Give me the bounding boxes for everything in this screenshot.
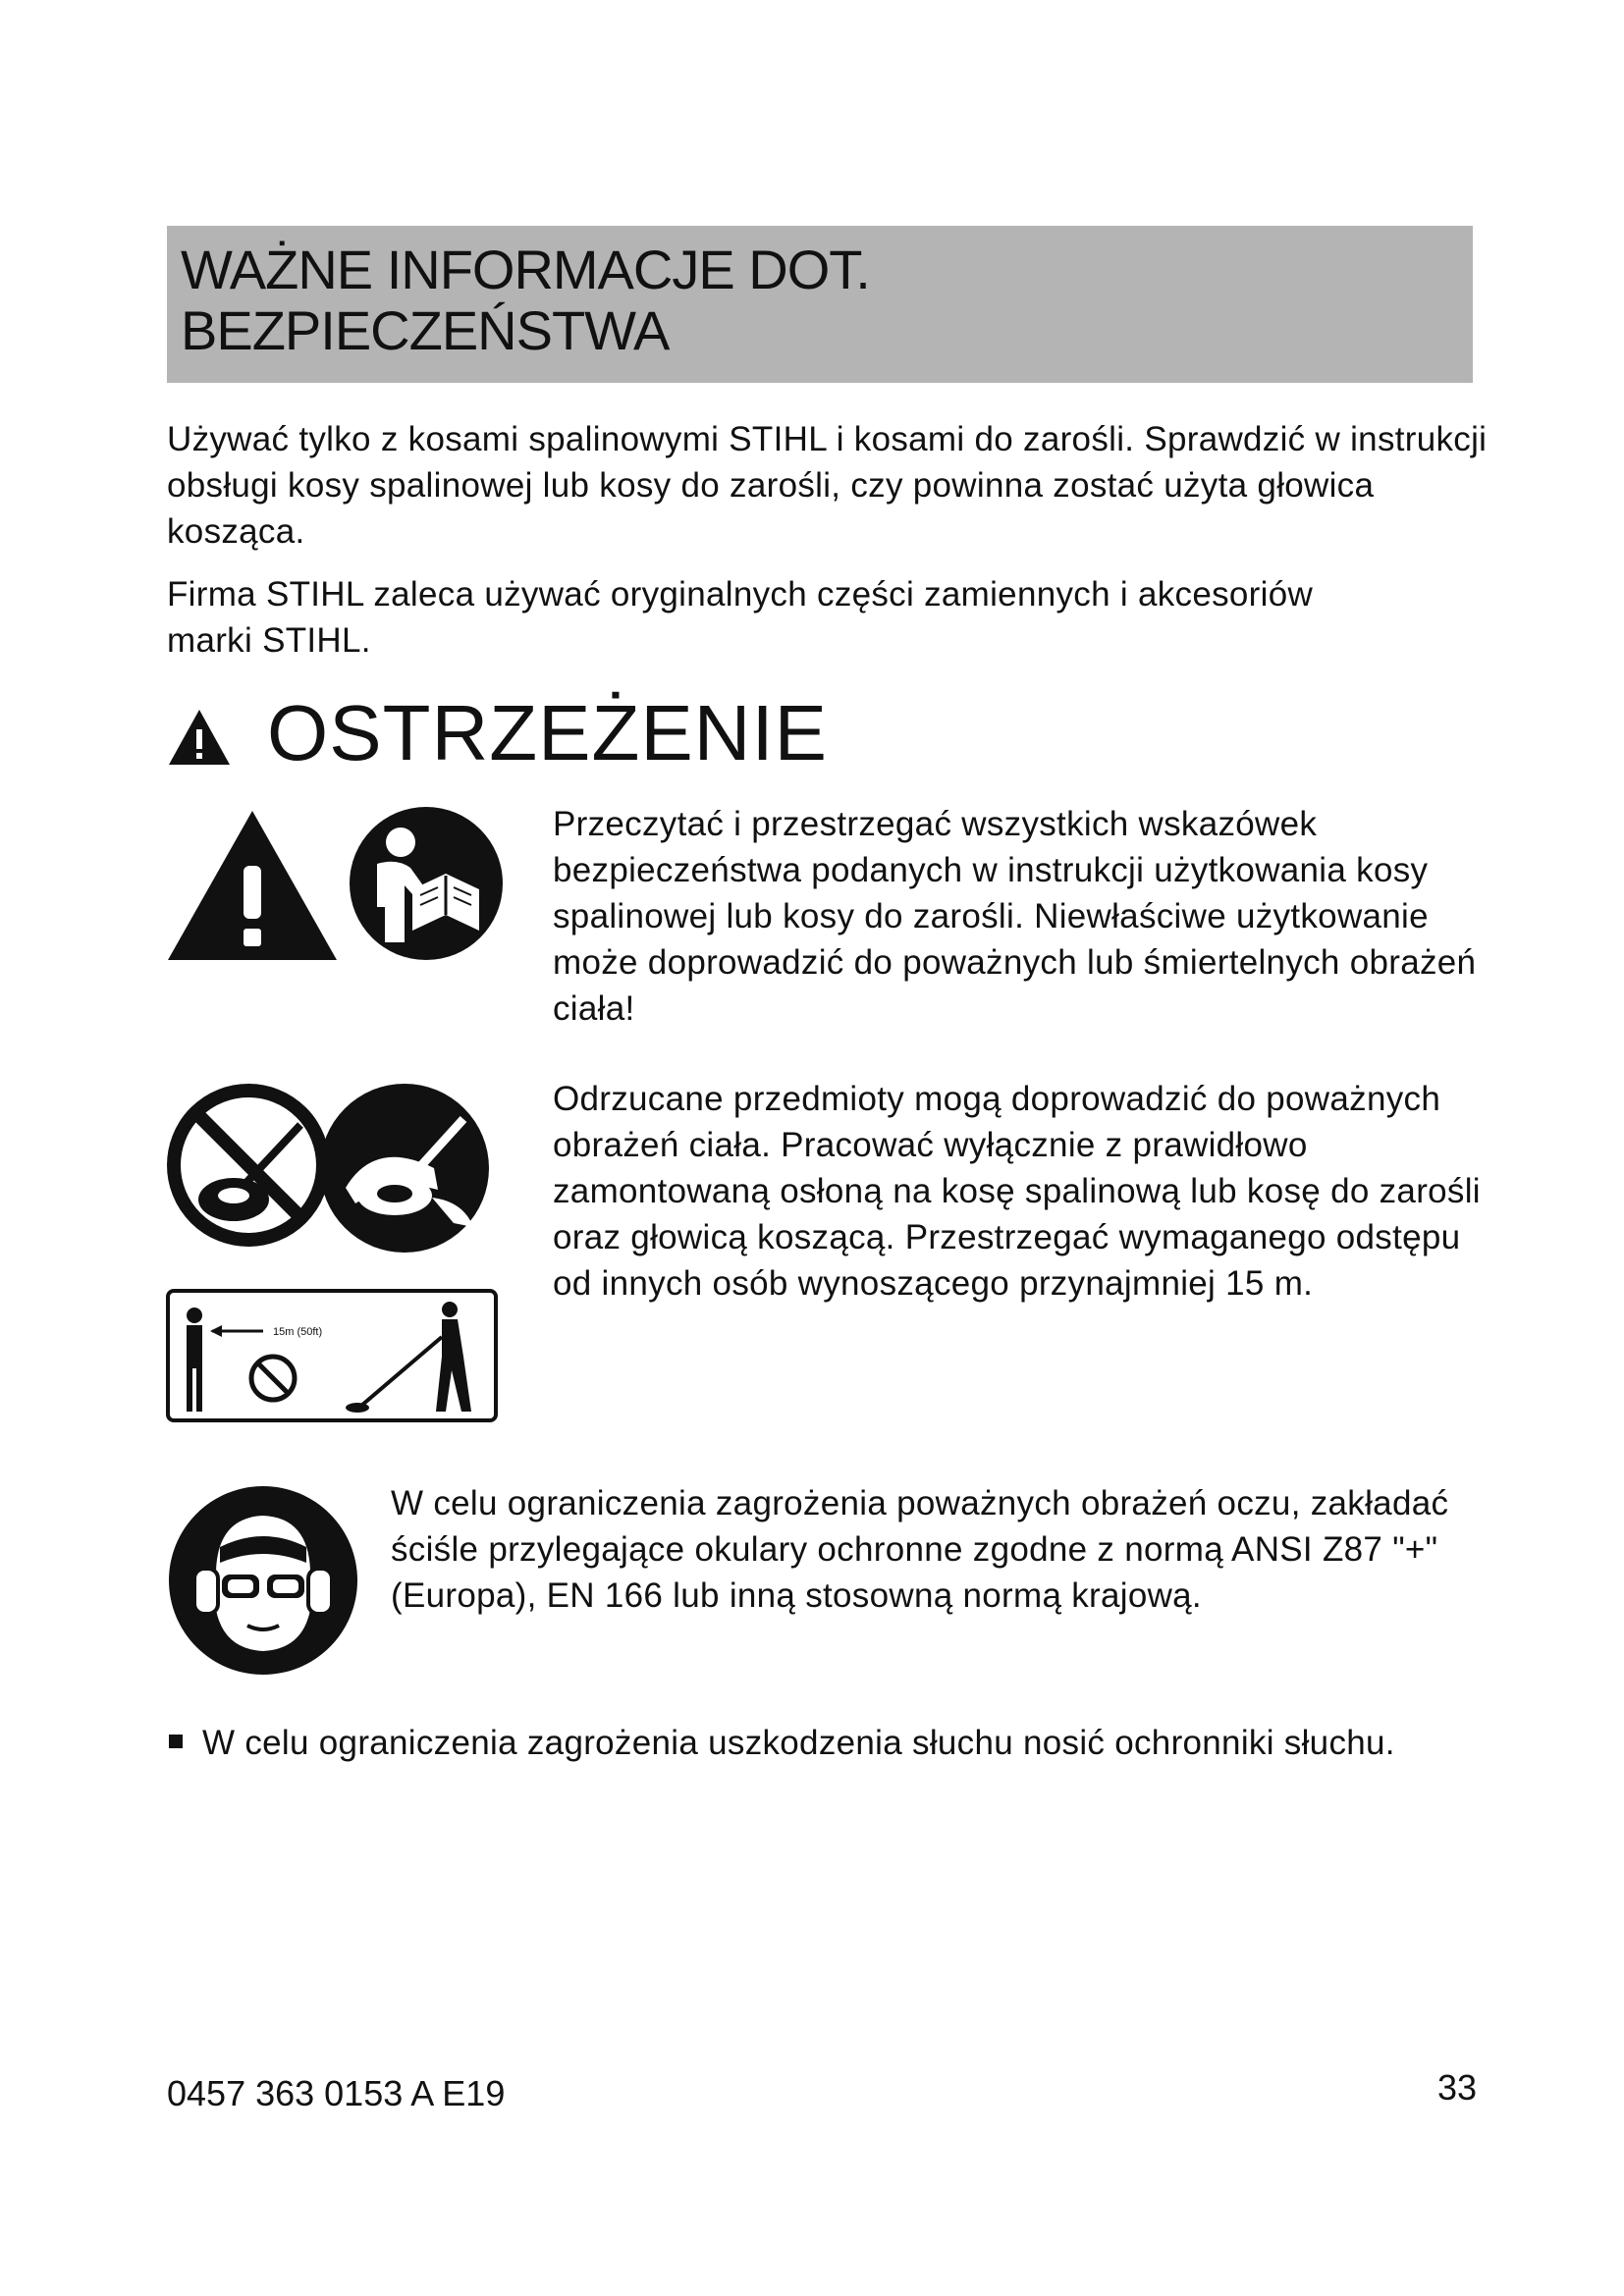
hearing-bullet <box>167 1720 1473 1766</box>
read-manual-icon <box>348 805 505 962</box>
warning-title-text: OSTRZEŻENIE <box>267 689 829 776</box>
heading-line-1: WAŻNE INFORMACJE DOT. <box>181 239 870 300</box>
intro-paragraph-2: Firma STIHL zaleca używać oryginalnych części zamiennych i akcesoriów marki STIHL. <box>167 575 1314 660</box>
warning-title <box>167 689 828 777</box>
distance-15m-icon <box>165 1288 499 1423</box>
warning-item-2-text: Odrzucane przedmioty mogą doprowadzić do poważnych obrażeń ciała. Pracować wyłącznie z prawidłowo zamontowaną osłoną na kosę spalinową lub kosę do zarośli oraz głowicą koszącą. Przestrzegać wymaganego odstępu od innych osób wynoszącego przynajmniej 15 m. <box>553 1080 1481 1303</box>
warning-triangle-icon <box>165 807 340 964</box>
heading-line-2: BEZPIECZEŃSTWA <box>181 299 670 361</box>
bullet-square-icon <box>169 1735 183 1748</box>
section-heading <box>167 226 1473 383</box>
intro-paragraph-1: Używać tylko z kosami spalinowymi STIHL i kosami do zarośli. Sprawdzić w instrukcji obsługi kosy spalinowej lub kosy do zarośli, czy powinna zostać użyta głowica kosząca. <box>167 420 1488 551</box>
hearing-bullet-text: W celu ograniczenia zagrożenia uszkodzenia słuchu nosić ochronniki słuchu. <box>202 1724 1395 1762</box>
warning-item-3-text: W celu ograniczenia zagrożenia poważnych obrażeń oczu, zakładać ściśle przylegające okulary ochronne zgodne z normą ANSI Z87 "+" (Europa), EN 166 lub inną stosowną normą krajową. <box>391 1484 1449 1615</box>
warning-small-icon <box>167 708 232 767</box>
distance-label: 15m (50ft) <box>273 1326 323 1338</box>
no-guard-prohibited-icon <box>165 1082 332 1249</box>
eye-ear-protection-icon <box>165 1482 361 1679</box>
warning-item-1-text: Przeczytać i przestrzegać wszystkich wskazówek bezpieczeństwa podanych w instrukcji użytkowania kosy spalinowej lub kosy do zarośli. Niewłaściwe użytkowanie może doprowadzić do poważnych lub śmiertelnych obrażeń ciała! <box>553 805 1477 1028</box>
guard-mounted-icon <box>316 1080 497 1256</box>
document-code: 0457 363 0153 A E19 <box>167 2073 506 2113</box>
page-number: 33 <box>1437 2067 1478 2108</box>
